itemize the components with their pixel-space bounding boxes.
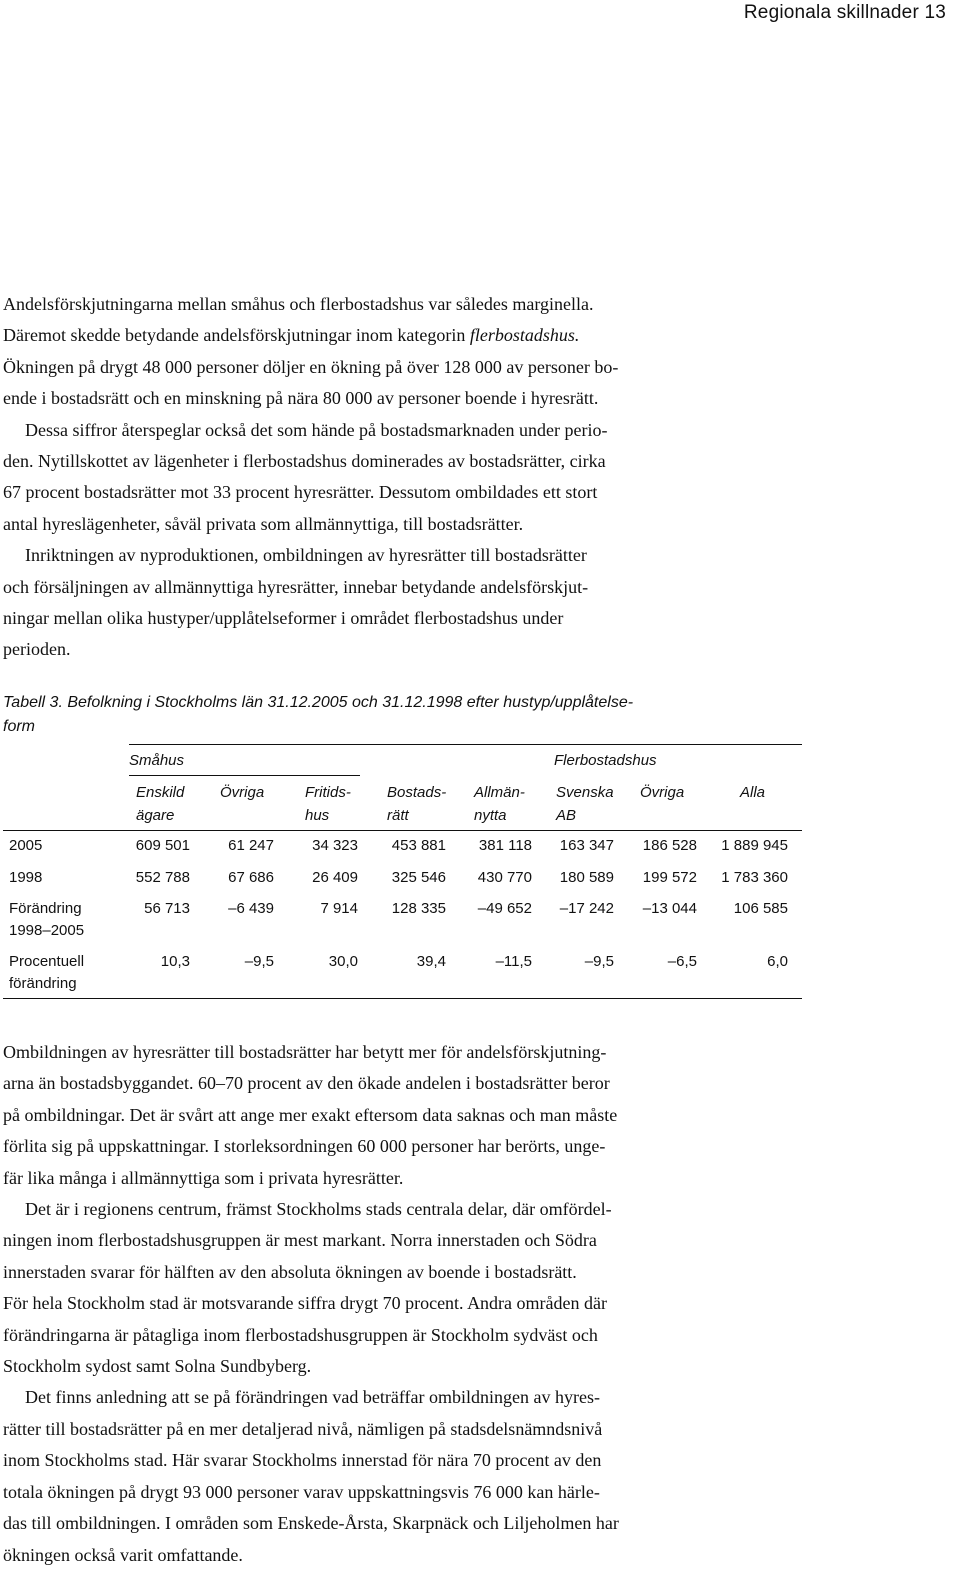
paragraph-line: ningar mellan olika hustyper/upplåtelseformer i området flerbostadshus under [3, 608, 564, 629]
table-cell: –13 044 [642, 900, 697, 917]
table-cell: –9,5 [584, 953, 614, 970]
table-cell: –6 439 [228, 900, 274, 917]
column-header: Övriga [220, 784, 265, 801]
group-header-smahus: Småhus [129, 752, 185, 769]
paragraph-line: och försäljningen av allmännyttiga hyresrätter, innebar betydande andelsförskjut- [3, 576, 589, 597]
table-cell: 26 409 [312, 869, 358, 886]
intro-line [3, 320, 763, 351]
column-header: Enskild [136, 784, 185, 801]
paragraph-line: Dessa siffror återspeglar också det som hände på bostadsmarknaden under perio- [25, 419, 608, 440]
row-label: Procentuell [9, 953, 85, 970]
emphasis-term: flerbostadshus. [469, 325, 580, 346]
paragraph-line: på ombildningar. Det är svårt att ange mer exakt eftersom data saknas och man måste [3, 1104, 618, 1125]
paragraph-line: innerstaden svarar för hälften av den absoluta ökningen av boende i bostadsrätt. [3, 1261, 577, 1282]
table-cell: 6,0 [767, 953, 788, 970]
column-header: rätt [387, 807, 409, 824]
paragraph-line: Det är i regionens centrum, främst Stockholms stads centrala delar, där omfördel- [25, 1199, 612, 1220]
table-cell: 430 770 [477, 869, 532, 886]
table-cell: 30,0 [328, 953, 358, 970]
table-cell: 1 783 360 [721, 869, 788, 886]
paragraph-line: För hela Stockholm stad är motsvarande siffra drygt 70 procent. Andra områden där [3, 1293, 608, 1314]
table-cell: 186 528 [642, 837, 697, 854]
paragraph-line: ökningen också varit omfattande. [3, 1544, 243, 1565]
paragraph-line: ningen inom flerbostadshusgruppen är mest markant. Norra innerstaden och Södra [3, 1230, 597, 1251]
paragraph-line: förlita sig på uppskattningar. I storleksordningen 60 000 personer har berörts, unge- [3, 1136, 606, 1157]
table-cell: 128 335 [391, 900, 446, 917]
column-header: Fritids- [305, 784, 351, 801]
column-header: Bostads- [387, 784, 447, 801]
paragraph-line: Stockholm sydost samt Solna Sundbyberg. [3, 1356, 312, 1377]
table-cell: 199 572 [642, 869, 697, 886]
paragraph-line: 67 procent bostadsrätter mot 33 procent hyresrätter. Dessutom ombildades ett stort [3, 482, 598, 503]
table-cell: 552 788 [135, 869, 190, 886]
intro-line-text: Däremot skedde betydande andelsförskjutningar inom kategorin [3, 325, 470, 346]
table-cell: 180 589 [559, 869, 614, 886]
table-cell: 325 546 [391, 869, 446, 886]
column-header: Allmän- [474, 784, 525, 801]
paragraph-line: antal hyreslägenheter, såväl privata som allmännyttiga, till bostadsrätter. [3, 513, 524, 534]
table-cell: 56 713 [144, 900, 190, 917]
table-cell: –6,5 [667, 953, 697, 970]
column-header: Övriga [640, 784, 685, 801]
table-caption-line: form [3, 718, 35, 735]
table-cell: 67 686 [228, 869, 274, 886]
row-label: 2005 [9, 837, 43, 854]
column-header: ägare [136, 807, 175, 824]
paragraph-line: den. Nytillskottet av lägenheter i flerbostadshus dominerades av bostadsrätter, cirka [3, 451, 606, 472]
paragraph-line: rätter till bostadsrätter på en mer detaljerad nivå, nämligen på stadsdelsnämndsnivå [3, 1418, 603, 1439]
table-cell: 7 914 [320, 900, 358, 917]
table-cell: 163 347 [559, 837, 614, 854]
table-bottom-rule [3, 998, 802, 999]
row-label: förändring [9, 975, 77, 992]
column-header: hus [305, 807, 330, 824]
header-bottom-rule [3, 830, 802, 831]
table-cell: –9,5 [244, 953, 274, 970]
table-cell: 381 118 [478, 837, 532, 854]
intro-line: ende i bostadsrätt och en minskning på nära 80 000 av personer boende i hyresrätt. [3, 388, 599, 409]
row-label: 1998–2005 [9, 922, 85, 939]
paragraph-line: fär lika många i allmännyttiga som i privata hyresrätter. [3, 1167, 404, 1188]
body-text-top [3, 289, 763, 666]
paragraph-line: Inriktningen av nyproduktionen, ombildningen av hyresrätter till bostadsrätter [25, 545, 587, 566]
paragraph-line: das till ombildningen. I områden som Enskede-Årsta, Skarpnäck och Liljeholmen har [3, 1513, 619, 1534]
column-header: AB [556, 807, 577, 824]
smahus-group-rule [129, 775, 360, 776]
table-cell: 609 501 [135, 837, 190, 854]
table-caption [3, 691, 633, 739]
row-label: 1998 [9, 869, 43, 886]
table-cell: 1 889 945 [721, 837, 788, 854]
paragraph-line: totala ökningen på drygt 93 000 personer varav uppskattningsvis 76 000 kan härle- [3, 1481, 600, 1502]
paragraph-line: Ombildningen av hyresrätter till bostadsrätter har betytt mer för andelsförskjutning- [3, 1042, 607, 1062]
running-header: Regionala skillnader 13 [743, 2, 946, 23]
table-cell: 106 585 [733, 900, 788, 917]
column-header: nytta [474, 807, 507, 824]
paragraph-line: perioden. [3, 639, 71, 660]
paragraph-line: inom Stockholms stad. Här svarar Stockholms innerstad för nära 70 procent av den [3, 1450, 602, 1471]
table-caption-line: Tabell 3. Befolkning i Stockholms län 31.12.2005 och 31.12.1998 efter hustyp/upplåtelse- [3, 694, 634, 711]
group-header-flerbostadshus: Flerbostadshus [554, 752, 657, 769]
table-cell: 34 323 [312, 837, 358, 854]
table-cell: 10,3 [160, 953, 190, 970]
body-text-bottom [3, 1037, 763, 1571]
intro-line: Andelsförskjutningarna mellan småhus och flerbostadshus var således marginella. [3, 294, 594, 314]
table-cell: –11,5 [495, 953, 532, 970]
table-cell: 61 247 [228, 837, 274, 854]
table-top-rule [129, 744, 802, 745]
table-cell: –17 242 [559, 900, 614, 917]
row-label: Förändring [9, 900, 82, 917]
table-cell: –49 652 [477, 900, 532, 917]
paragraph-line: Det finns anledning att se på förändringen vad beträffar ombildningen av hyres- [25, 1387, 600, 1408]
intro-line: Ökningen på drygt 48 000 personer döljer en ökning på över 128 000 av personer bo- [3, 356, 619, 377]
table-cell: 453 881 [391, 837, 446, 854]
table-cell: 39,4 [416, 953, 446, 970]
paragraph-line: arna än bostadsbyggandet. 60–70 procent av den ökade andelen i bostadsrätter beror [3, 1073, 610, 1094]
column-header: Svenska [556, 784, 614, 801]
column-header: Alla [740, 784, 766, 801]
paragraph-line: förändringarna är påtagliga inom flerbostadshusgruppen är Stockholm sydväst och [3, 1324, 598, 1345]
